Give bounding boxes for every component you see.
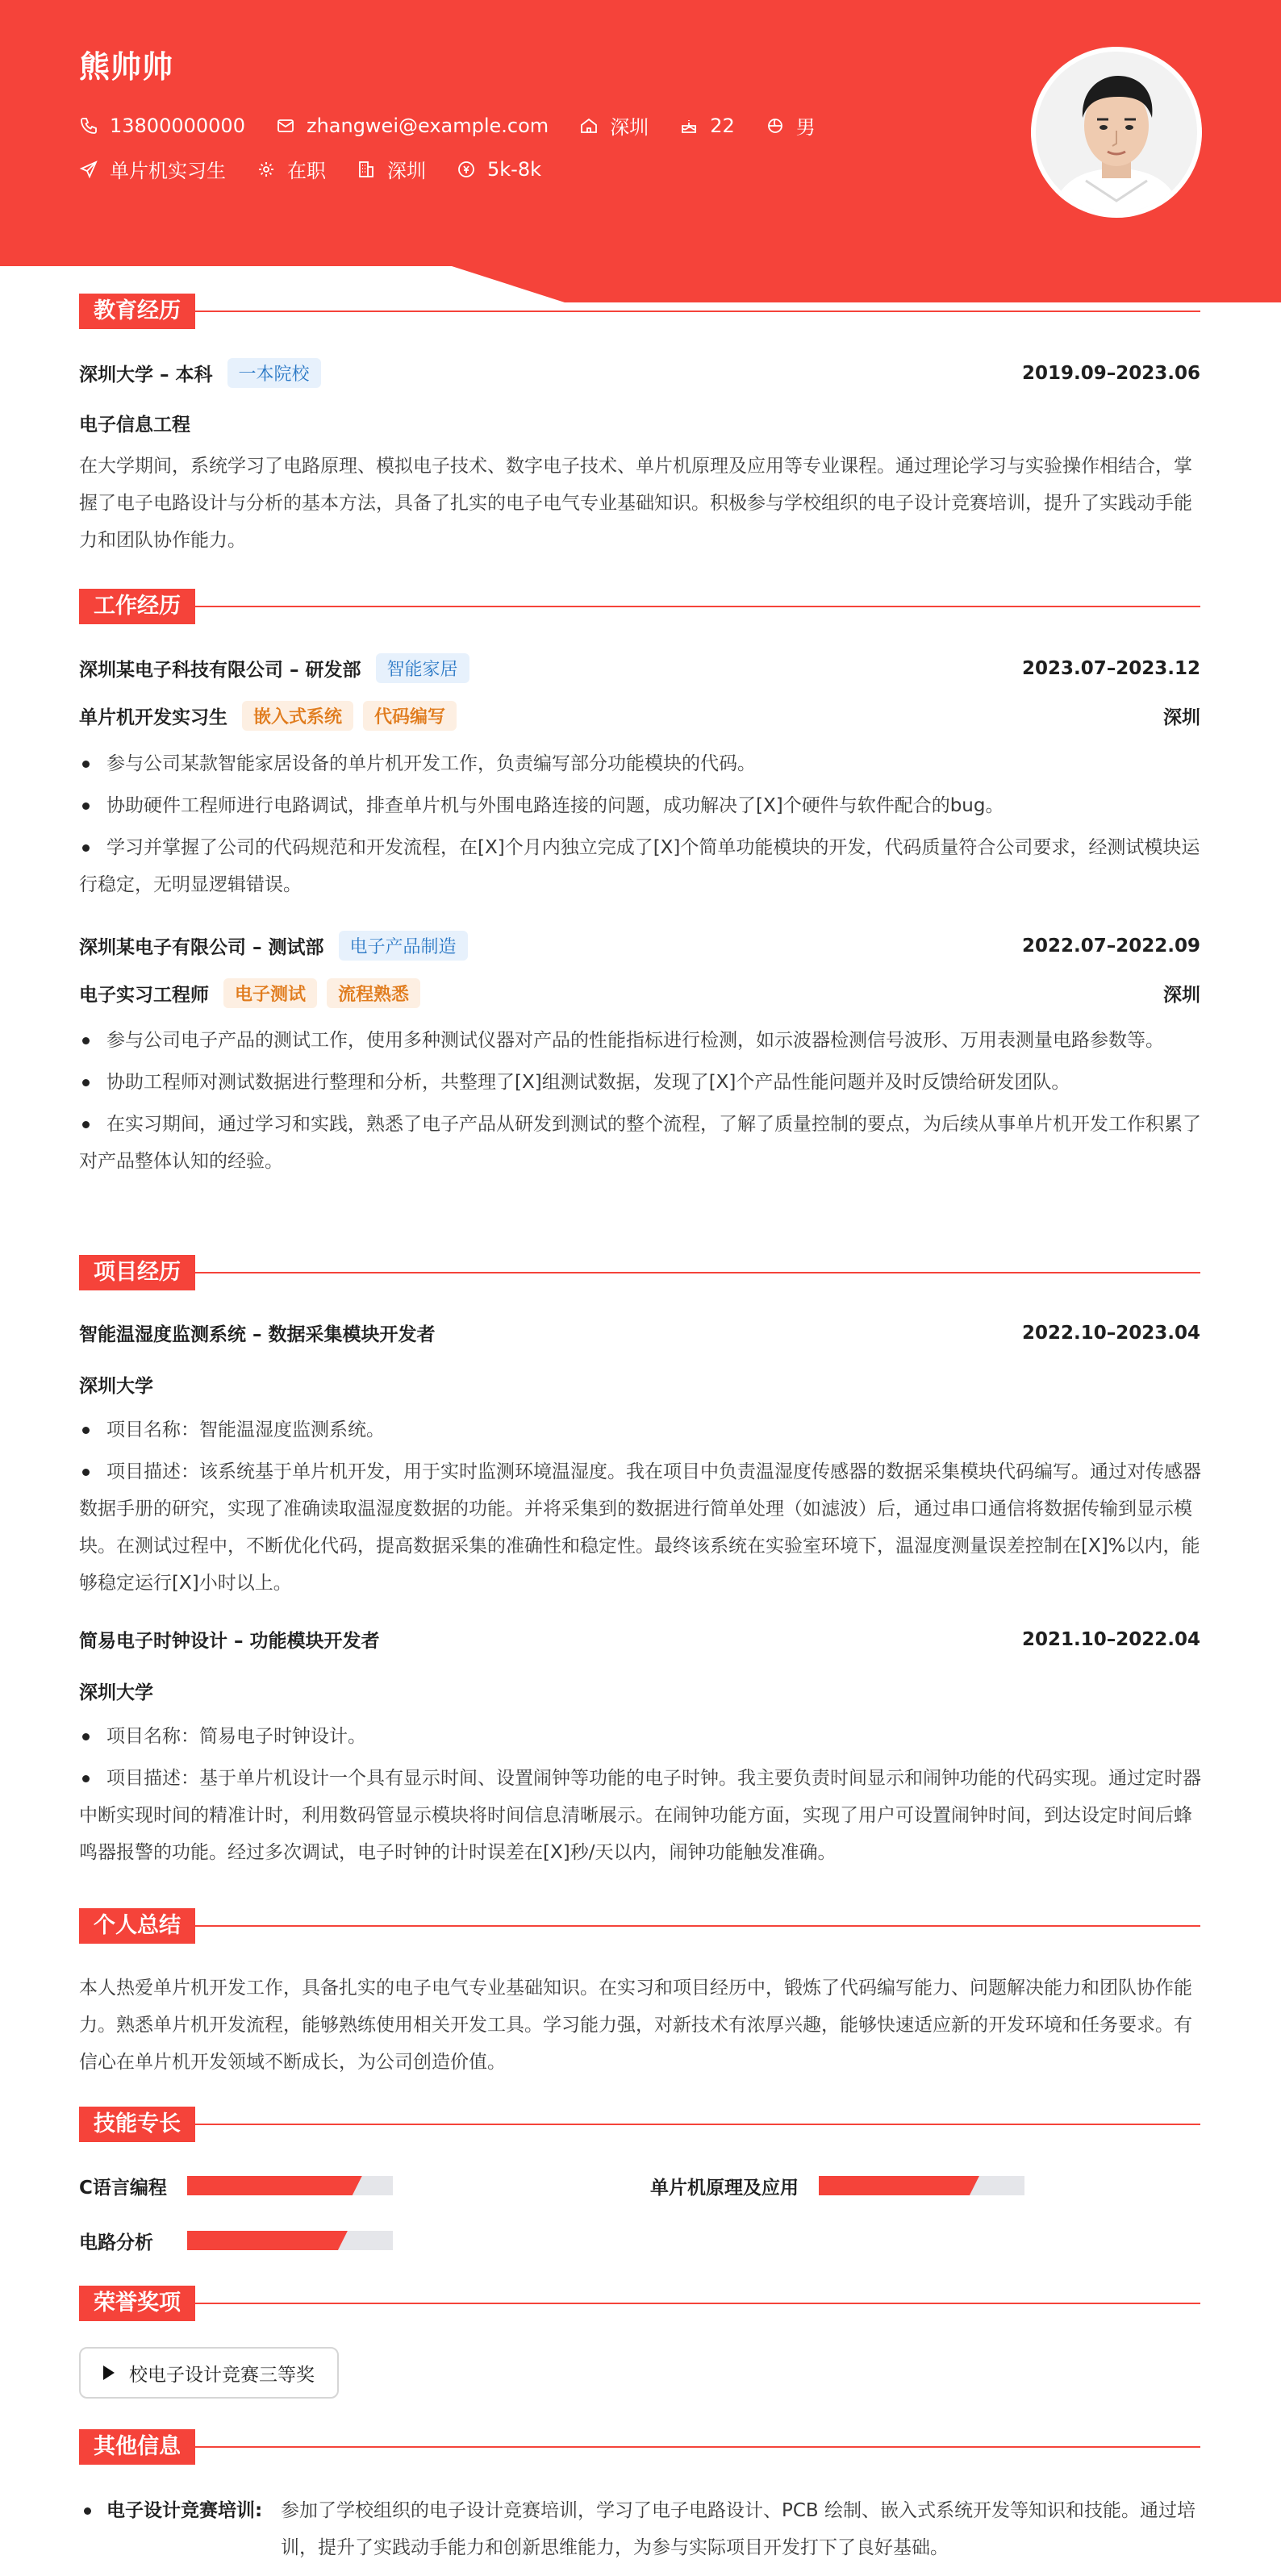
work-location: 深圳 — [1163, 985, 1200, 1006]
play-icon — [103, 2366, 115, 2380]
work-role-row — [79, 978, 1200, 1008]
section-summary — [79, 1908, 1200, 1944]
list-item: 项目名称：智能温湿度监测系统。 — [79, 1411, 1202, 1448]
list-item: 参与公司电子产品的测试工作，使用多种测试仪器对产品的性能指标进行检测，如示波器检测信号波形、万用表测量电路参数等。 — [79, 1022, 1202, 1059]
section-title-other: 其他信息 — [79, 2429, 195, 2465]
other-info-value: 参加了学校组织的电子设计竞赛培训，学习了电子电路设计、PCB 绘制、嵌入式系统开发等知识和技能。通过培训，提升了实践动手能力和创新思维能力，为参与实际项目开发打下了良好基础。 — [281, 2500, 1196, 2558]
work-role-group — [79, 978, 420, 1008]
bullet-dot — [84, 2507, 91, 2515]
gender-item — [766, 111, 816, 140]
work-role: 单片机开发实习生 — [79, 707, 227, 728]
other-info-key: 电子设计竞赛培训: — [106, 2500, 263, 2521]
work-industry-tag: 智能家居 — [376, 653, 469, 683]
section-divider — [195, 2303, 1200, 2304]
cake-icon — [679, 116, 699, 135]
work-role-tag: 代码编写 — [363, 701, 457, 731]
avatar — [1036, 52, 1197, 213]
section-title-work: 工作经历 — [79, 589, 195, 624]
salary-text: 5k-8k — [487, 157, 541, 181]
other-info-item — [79, 2492, 1202, 2566]
work-company-group — [79, 931, 468, 961]
section-divider — [195, 2446, 1200, 2448]
list-item: 项目描述：该系统基于单片机开发，用于实时监测环境温湿度。我在项目中负责温湿度传感器的数据采集模块代码编写。通过对传感器数据手册的研究，实现了准确读取温湿度数据的功能。并将采集到的数据进行简单处理（如滤波）后，通过串口通信将数据传输到显示模块。在测试过程中，不断优化代码，提高数据采集的准确性和稳定性。最终该系统在实验室环境下，温湿度测量误差控制在[X]%以内，能够稳定运行[X]小时以上。 — [79, 1453, 1202, 1602]
section-title-skills: 技能专长 — [79, 2107, 195, 2142]
work-industry-tag: 电子产品制造 — [339, 931, 468, 961]
section-skills — [79, 2107, 1200, 2142]
resume-header — [0, 0, 1281, 302]
education-header-row — [79, 358, 1200, 388]
section-title-summary: 个人总结 — [79, 1908, 195, 1944]
project-title: 简易电子时钟设计 – 功能模块开发者 — [79, 1631, 380, 1652]
home-icon — [579, 116, 599, 135]
work-company: 深圳某电子科技有限公司 – 研发部 — [79, 660, 361, 681]
city-item — [579, 111, 649, 140]
contact-row — [79, 111, 846, 140]
work-role-row — [79, 701, 1200, 731]
education-school: 深圳大学 – 本科 — [79, 365, 213, 386]
mail-icon — [276, 116, 295, 135]
gender-text: 男 — [795, 116, 816, 139]
list-item: 项目描述：基于单片机设计一个具有显示时间、设置闹钟等功能的电子时钟。我主要负责时间显示和闹钟功能的代码实现。通过定时器中断实现时间的精准计时，利用数码管显示模块将时间信息清晰展示。在闹钟功能方面，实现了用户可设置闹钟时间，到达设定时间后蜂鸣器报警的功能。经过多次调试，电子时钟的计时误差在[X]秒/天以内，闹钟功能触发准确。 — [79, 1760, 1202, 1871]
skill-c-programming — [79, 2173, 167, 2199]
summary-text: 本人热爱单片机开发工作，具备扎实的电子电气专业基础知识。在实习和项目经历中，锻炼了代码编写能力、问题解决能力和团队协作能力。熟悉单片机开发流程，能够熟练使用相关开发工具。学习能力强，对新技术有浓厚兴趣，能够快速适应新的开发环境和任务要求。有信心在单片机开发领域不断成长，为公司创造价值。 — [79, 1978, 1192, 2073]
section-divider — [195, 2124, 1200, 2125]
work-location: 深圳 — [1163, 707, 1200, 728]
skill-name: 单片机原理及应用 — [650, 2178, 799, 2199]
section-title-projects: 项目经历 — [79, 1255, 195, 1290]
education-description: 在大学期间，系统学习了电路原理、模拟电子技术、数字电子技术、单片机原理及应用等专业课程。通过理论学习与实验操作相结合，掌握了电子电路设计与分析的基本方法，具备了扎实的电子电气专业基础知识。积极参与学校组织的电子设计竞赛培训，提升了实践动手能力和团队协作能力。 — [79, 456, 1192, 551]
work-date: 2023.07–2023.12 — [1021, 657, 1200, 679]
job-title-item — [79, 155, 226, 183]
project-title: 智能温湿度监测系统 – 数据采集模块开发者 — [79, 1324, 436, 1345]
project-header-row — [79, 1319, 1200, 1346]
gender-icon — [766, 116, 785, 135]
work-role-tag: 嵌入式系统 — [242, 701, 353, 731]
age-text: 22 — [710, 114, 735, 137]
list-item: 参与公司某款智能家居设备的单片机开发工作，负责编写部分功能模块的代码。 — [79, 745, 1202, 782]
job-row — [79, 155, 572, 183]
section-work — [79, 589, 1200, 624]
section-projects — [79, 1255, 1200, 1290]
target-city-text: 深圳 — [387, 160, 426, 182]
list-item: 协助硬件工程师进行电路调试，排查单片机与外围电路连接的问题，成功解决了[X]个硬件与软件配合的bug。 — [79, 787, 1202, 824]
age-item — [679, 115, 735, 137]
building-icon — [357, 160, 376, 179]
candidate-name: 熊帅帅 — [79, 49, 174, 85]
section-divider — [195, 1925, 1200, 1927]
skill-bar — [187, 2231, 393, 2250]
send-icon — [79, 160, 98, 179]
skill-mcu-principles — [650, 2173, 799, 2199]
phone-item — [79, 115, 245, 137]
education-date: 2019.09–2023.06 — [1021, 362, 1200, 384]
project-date: 2022.10–2023.04 — [1021, 1322, 1200, 1344]
education-tag: 一本院校 — [227, 358, 321, 388]
phone-text: 13800000000 — [110, 114, 245, 137]
job-title-text: 单片机实习生 — [110, 160, 226, 182]
status-text: 在职 — [287, 160, 326, 182]
city-text: 深圳 — [610, 116, 649, 139]
work-role-tag: 流程熟悉 — [327, 978, 420, 1008]
section-divider — [195, 606, 1200, 607]
work-company-group — [79, 653, 469, 683]
work-header-row — [79, 931, 1200, 961]
skill-bar — [819, 2176, 1024, 2195]
skill-bar-fill — [187, 2231, 348, 2250]
work-header-row — [79, 653, 1200, 683]
salary-item — [457, 158, 541, 181]
skill-name: 电路分析 — [79, 2232, 153, 2253]
section-education — [79, 294, 1200, 329]
work-bullets — [79, 745, 1202, 908]
section-title-awards: 荣誉奖项 — [79, 2286, 195, 2321]
work-role: 电子实习工程师 — [79, 985, 209, 1006]
skill-circuit-analysis — [79, 2228, 153, 2254]
project-date: 2021.10–2022.04 — [1021, 1628, 1200, 1650]
project-org: 深圳大学 — [79, 1682, 153, 1703]
phone-icon — [79, 116, 98, 135]
money-icon — [457, 160, 476, 179]
gear-icon — [257, 160, 276, 179]
target-city-item — [357, 155, 426, 183]
section-awards — [79, 2286, 1200, 2321]
list-item: 在实习期间，通过学习和实践，熟悉了电子产品从研发到测试的整个流程，了解了质量控制的要点，为后续从事单片机开发工作积累了对产品整体认知的经验。 — [79, 1106, 1202, 1180]
work-company: 深圳某电子有限公司 – 测试部 — [79, 937, 324, 958]
skill-name: C语言编程 — [79, 2178, 167, 2199]
education-major: 电子信息工程 — [79, 415, 190, 436]
section-title-education: 教育经历 — [79, 294, 195, 329]
award-text: 校电子设计竞赛三等奖 — [129, 2364, 315, 2386]
list-item: 协助工程师对测试数据进行整理和分析，共整理了[X]组测试数据，发现了[X]个产品性能问题并及时反馈给研发团队。 — [79, 1064, 1202, 1101]
work-role-group — [79, 701, 457, 731]
project-bullets — [79, 1411, 1202, 1607]
email-text: zhangwei@example.com — [306, 114, 549, 137]
award-item — [79, 2347, 339, 2399]
work-role-tag: 电子测试 — [223, 978, 317, 1008]
work-date: 2022.07–2022.09 — [1021, 935, 1200, 957]
list-item: 学习并掌握了公司的代码规范和开发流程，在[X]个月内独立完成了[X]个简单功能模块的开发，代码质量符合公司要求，经测试模块运行稳定，无明显逻辑错误。 — [79, 829, 1202, 903]
skill-bar — [187, 2176, 393, 2195]
work-bullets — [79, 1022, 1202, 1185]
skill-bar-fill — [187, 2176, 362, 2195]
avatar-frame — [1031, 47, 1202, 218]
section-divider — [195, 1272, 1200, 1273]
project-bullets — [79, 1718, 1202, 1876]
skill-bar-fill — [819, 2176, 979, 2195]
list-item: 项目名称：简易电子时钟设计。 — [79, 1718, 1202, 1755]
section-divider — [195, 311, 1200, 312]
project-header-row — [79, 1626, 1200, 1653]
project-org: 深圳大学 — [79, 1376, 153, 1397]
status-item — [257, 155, 326, 183]
section-other — [79, 2429, 1200, 2465]
email-item — [276, 115, 549, 137]
education-school-group — [79, 358, 321, 388]
